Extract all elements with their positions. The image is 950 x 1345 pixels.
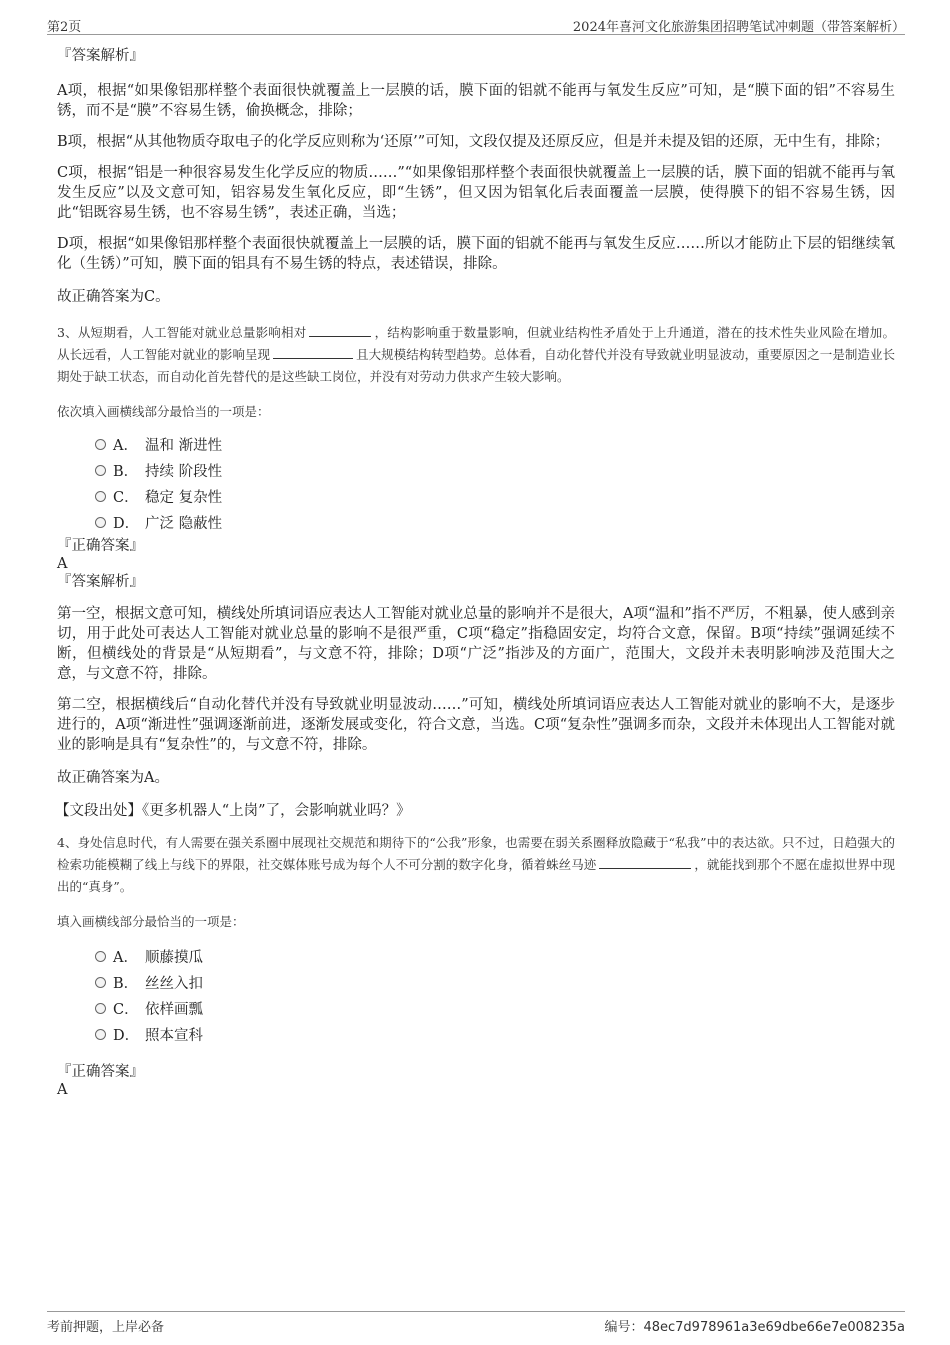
q3-analysis-1: 第一空，根据文意可知，横线处所填词语应表达人工智能对就业总量的影响并不是很大，A项“温和”指不严厉，不粗暴，使人感到亲切，用于此处可表达人工智能对就业总量的影响不是很严重，C项“稳定”指稳固安定，均符合文意，保留。B项“持续”强调延续不断，但横线处的背景是“从短期看”，与文意不符，排除；D项“广泛”指涉及的方面广，范围大，文段并未表明影响涉及范围大之意，与文意不符，排除。 [57,606,895,682]
radio-icon[interactable] [95,491,106,502]
q2-analysis-c: C项，根据“铝是一种很容易发生化学反应的物质……”“如果像铝那样整个表面很快就覆盖上一层膜的话，膜下面的铝就不能再与氧发生反应”以及文意可知，铝容易发生氧化反应，即“生锈”，但又因为铝氧化后表面覆盖一层膜，使得膜下的铝不容易生锈，因此“铝既容易生锈，也不容易生锈”，表述正确，当选； [57,165,895,221]
q4-answer: A [57,1082,68,1098]
q4-option-d[interactable]: D． 照本宣科 [95,1022,895,1048]
footer-code: 编号：48ec7d978961a3e69dbe66e7e008235a [604,1320,905,1335]
q3-blank-2 [273,344,353,359]
q2-analysis-label: 『答案解析』 [57,48,144,64]
q3-stem: 3、从短期看，人工智能对就业总量影响相对 ，结构影响重于数量影响，但就业结构性矛盾处于上升通道，潜在的技术性失业风险在增加。从长远看，人工智能对就业的影响呈现 且大规模结构转型趋势。总体看，自动化替代并没有导致就业明显波动，重要原因之一是制造业长期处于缺工状态，而自动化首先替代的是这些缺工岗位，并没有对劳动力供求产生较大影响。 [57,322,895,388]
q4-blank [599,854,691,869]
page-number: 第2页 [47,20,82,35]
q2-conclusion: 故正确答案为C。 [57,289,170,305]
q4-option-a[interactable]: A． 顺藤摸瓜 [95,944,895,970]
radio-icon[interactable] [95,465,106,476]
q3-option-b[interactable]: B． 持续 阶段性 [95,458,895,484]
q3-instruction: 依次填入画横线部分最恰当的一项是： [57,404,270,419]
q3-option-c[interactable]: C． 稳定 复杂性 [95,484,895,510]
q4-stem: 4、身处信息时代，有人需要在强关系圈中展现社交规范和期待下的“公我”形象，也需要在弱关系圈释放隐藏于“私我”中的表达欲。只不过，日趋强大的检索功能模糊了线上与线下的界限，社交媒体账号成为每个人不可分割的数字化身，循着蛛丝马迹 ，就能找到那个不愿在虚拟世界中现出的“真身”。 [57,835,895,894]
radio-icon[interactable] [95,439,106,450]
page-footer [47,1311,905,1334]
radio-icon[interactable] [95,951,106,962]
q3-answer-label: 『正确答案』 [57,538,144,554]
q4-answer-label: 『正确答案』 [57,1064,144,1080]
radio-icon[interactable] [95,1029,106,1040]
q2-analysis-d: D项，根据“如果像铝那样整个表面很快就覆盖上一层膜的话，膜下面的铝就不能再与氧发生反应……所以才能防止下层的铝继续氧化（生锈）”可知，膜下面的铝具有不易生锈的特点，表述错误，排除。 [57,236,895,272]
document-title: 2024年喜河文化旅游集团招聘笔试冲刺题（带答案解析） [572,20,905,35]
q3-option-a[interactable]: A． 温和 渐进性 [95,432,895,458]
q3-source: 【文段出处】《更多机器人“上岗”了，会影响就业吗？》 [55,803,411,819]
footer-slogan: 考前押题，上岸必备 [47,1320,165,1335]
radio-icon[interactable] [95,517,106,528]
q4-option-b[interactable]: B． 丝丝入扣 [95,970,895,996]
q4-options [57,944,895,1048]
q2-analysis-a: A项，根据“如果像铝那样整个表面很快就覆盖上一层膜的话，膜下面的铝就不能再与氧发生反应”可知，是“膜下面的铝”不容易生锈，而不是“膜”不容易生锈，偷换概念，排除； [57,83,895,119]
q3-analysis-2: 第二空，根据横线后“自动化替代并没有导致就业明显波动……”可知，横线处所填词语应表达人工智能对就业的影响不大，是逐步进行的，A项“渐进性”强调逐渐前进，逐渐发展或变化，符合文意，当选。C项“复杂性”强调多而杂，文段并未体现出人工智能对就业的影响是具有“复杂性”的，与文意不符，排除。 [57,697,895,753]
page-header [47,14,905,35]
q3-analysis-label: 『答案解析』 [57,574,144,590]
q3-option-d[interactable]: D． 广泛 隐蔽性 [95,510,895,536]
q3-conclusion: 故正确答案为A。 [57,770,169,786]
q4-instruction: 填入画横线部分最恰当的一项是： [57,914,245,929]
q3-options [57,432,895,536]
q3-blank-1 [309,322,371,337]
q2-analysis-b: B项，根据“从其他物质夺取电子的化学反应则称为‘还原’”可知，文段仅提及还原反应，但是并未提及铝的还原，无中生有，排除； [57,134,890,150]
q4-option-c[interactable]: C． 依样画瓢 [95,996,895,1022]
page-content [57,46,895,1098]
q3-answer: A [57,556,68,572]
radio-icon[interactable] [95,977,106,988]
radio-icon[interactable] [95,1003,106,1014]
